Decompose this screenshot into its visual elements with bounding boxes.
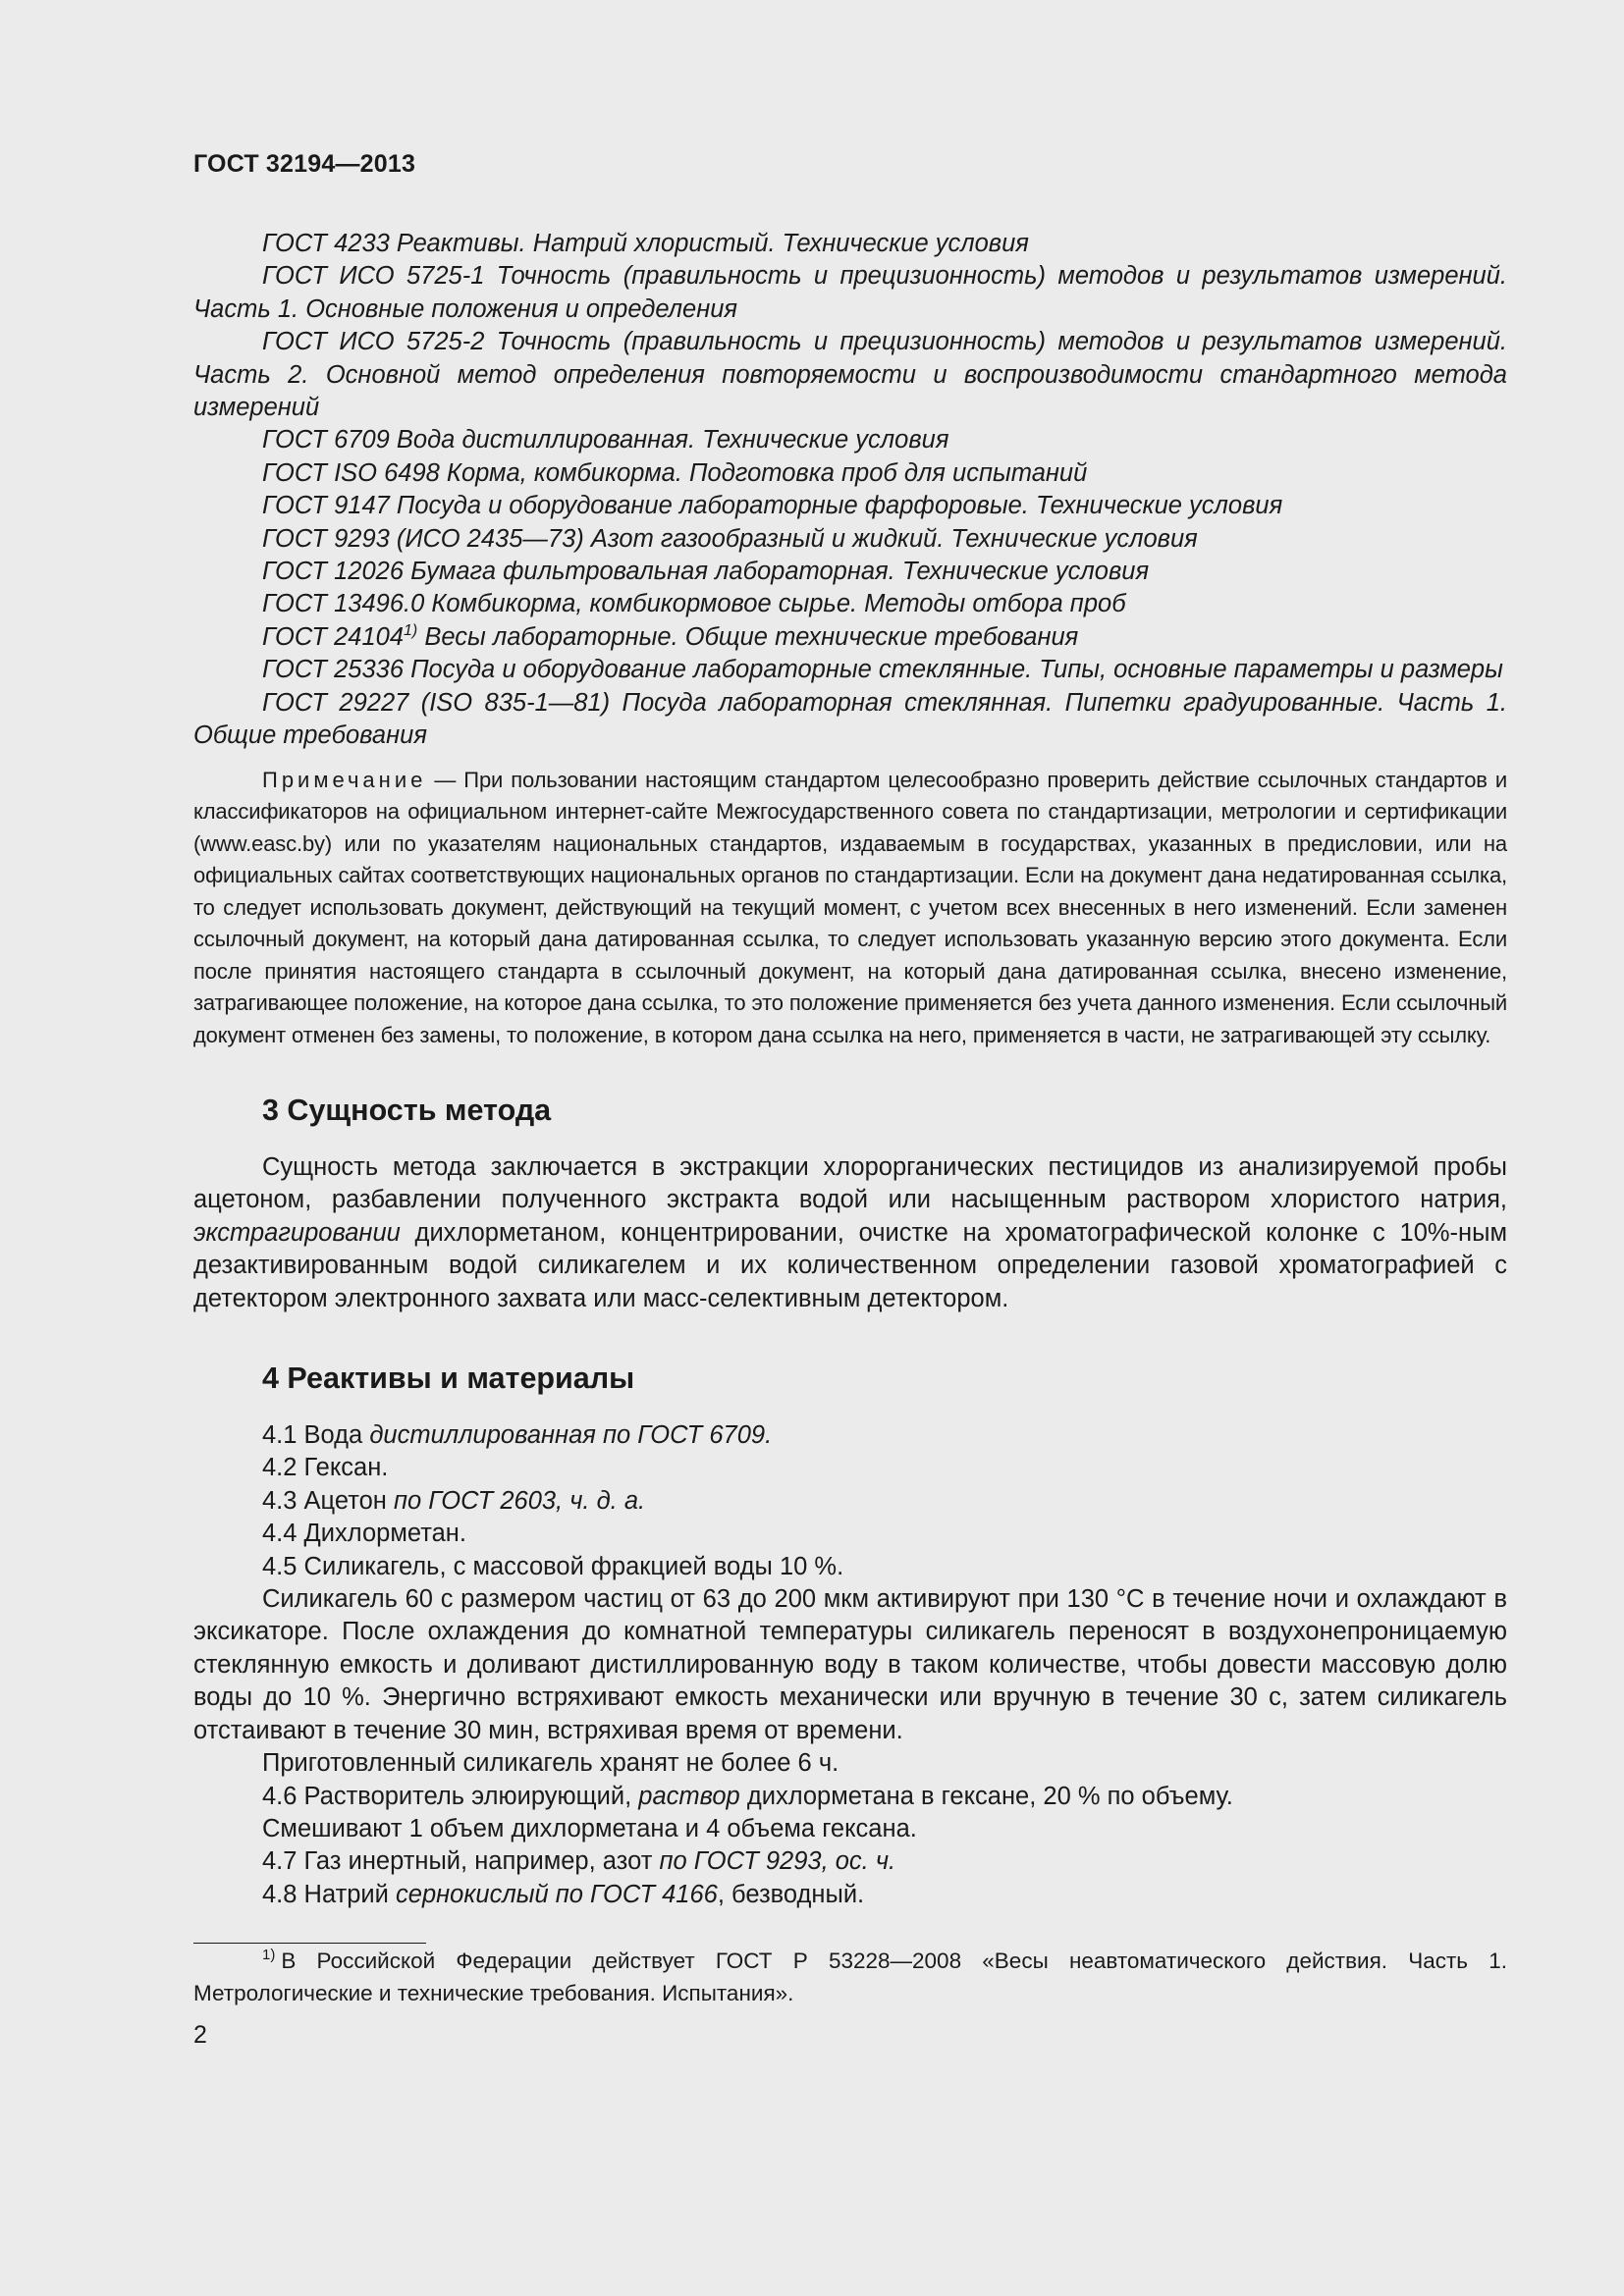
item-4-7: [193, 1845, 1507, 1878]
note-lead: Примечание: [262, 767, 427, 792]
item-4-3: [193, 1485, 1507, 1518]
text-run: 4.3 Ацетон: [262, 1486, 394, 1515]
footnote-mark: 1): [262, 1947, 276, 1964]
page-content: [193, 142, 1507, 2055]
normative-references-list: [193, 228, 1507, 753]
reference-item: ГОСТ 13496.0 Комбикорма, комбикормовое сырье. Методы отбора проб: [262, 590, 1126, 618]
reference-item: ГОСТ 6709 Вода дистиллированная. Технические условия: [262, 426, 949, 454]
text-run: 4.8 Натрий: [262, 1880, 397, 1908]
item-4-8: [193, 1879, 1507, 1911]
footnote-ref-mark: 1): [404, 621, 418, 639]
document-header: ГОСТ 32194—2013: [193, 150, 416, 178]
item-4-5: 4.5 Силикагель, с массовой фракцией воды 10 %.: [262, 1552, 844, 1580]
italic-run: сернокислый по ГОСТ 4166: [396, 1880, 718, 1908]
text-run: 4.6 Растворитель элюирующий,: [262, 1782, 639, 1810]
reference-item: ГОСТ 25336 Посуда и оборудование лабораторные стеклянные. Типы, основные параметры и размеры: [262, 656, 1503, 684]
section-4-body: [193, 1419, 1507, 1911]
reference-title: Весы лабораторные. Общие технические требования: [417, 622, 1079, 651]
footnote-text: В Российской Федерации действует ГОСТ Р 53228—2008 «Весы неавтоматического действия. Часть 1. Метрологические и технические требования. Испытания».: [193, 1949, 1507, 2005]
reference-item: ГОСТ 9293 (ИСО 2435—73) Азот газообразный и жидкий. Технические условия: [262, 524, 1198, 553]
section-3-title: 3 Сущность метода: [262, 1094, 552, 1127]
reference-item: ГОСТ ИСО 5725-1 Точность (правильность и прецизионность) методов и результатов измерений. Часть 1. Основные положения и определения: [193, 262, 1507, 323]
silica-paragraph: Силикагель 60 с размером частиц от 63 до 200 мкм активируют при 130 °С в течение ночи и охлаждают в эксикаторе. После охлаждения до комнатной температуры силикагель переносят в воздухонепроницаемую стеклянную емкость и доливают дистиллированную воду в таком количестве, чтобы довести массовую долю воды до 10 %. Энергично встряхивают емкость механически или вручную в течение 30 с, затем силикагель отстаивают в течение 30 мин, встряхивая время от времени.: [193, 1585, 1507, 1744]
note-dash: —: [426, 767, 464, 792]
reference-item: ГОСТ 4233 Реактивы. Натрий хлористый. Технические условия: [262, 230, 1029, 257]
footnote: [193, 1946, 1507, 2009]
text-run: дихлорметана в гексане, 20 % по объему.: [739, 1782, 1233, 1810]
italic-run: экстрагировании: [193, 1218, 401, 1247]
note-paragraph: [193, 765, 1507, 1052]
text-run: 4.7 Газ инертный, например, азот: [262, 1847, 660, 1876]
italic-run: дистиллированная по ГОСТ 6709.: [369, 1421, 773, 1450]
mix-paragraph: Смешивают 1 объем дихлорметана и 4 объема гексана.: [262, 1814, 917, 1842]
reference-item: ГОСТ ISO 6498 Корма, комбикорма. Подготовка проб для испытаний: [262, 458, 1088, 487]
text-run: Сущность метода заключается в экстракции хлорорганических пестицидов из анализируемой пробы ацетоном, разбавлении полученного экстракта водой или насыщенным раствором хлористого натрия,: [193, 1153, 1507, 1214]
reference-item: ГОСТ 12026 Бумага фильтровальная лабораторная. Технические условия: [262, 558, 1150, 586]
item-4-4: 4.4 Дихлорметан.: [262, 1520, 466, 1548]
text-run: , безводный.: [717, 1880, 865, 1908]
section-4-title: 4 Реактивы и материалы: [262, 1362, 635, 1396]
reference-item: ГОСТ ИСО 5725-2 Точность (правильность и прецизионность) методов и результатов измерений. Часть 2. Основной метод определения повторяемости и воспроизводимости стандартного метода измерений: [193, 328, 1507, 422]
italic-run: раствор: [638, 1782, 740, 1810]
item-4-2: 4.2 Гексан.: [262, 1454, 389, 1482]
italic-run: по ГОСТ 9293, ос. ч.: [659, 1847, 896, 1876]
reference-item: ГОСТ 29227 (ISO 835-1—81) Посуда лабораторная стеклянная. Пипетки градуированные. Часть 1. Общие требования: [193, 688, 1507, 750]
section-3-paragraph: [193, 1151, 1507, 1315]
note-text: При пользовании настоящим стандартом целесообразно проверить действие ссылочных стандартов и классификаторов на официальном интернет-сайте Межгосударственного совета по стандартизации, метрологии и сертификации (www.easc.by) или по указателям национальных стандартов, издаваемым в государствах, указанных в предисловии, или на официальных сайтах соответствующих национальных органов по стандартизации. Если на документ дана недатированная ссылка, то следует использовать документ, действующий на текущий момент, с учетом всех внесенных в него изменений. Если заменен ссылочный документ, на который дана датированная ссылка, то следует использовать указанную версию этого документа. Если после принятия настоящего стандарта в ссылочный документ, на который дана датированная ссылка, внесено изменение, затрагивающее положение, на которое дана ссылка, то это положение применяется без учета данного изменения. Если ссылочный документ отменен без замены, то положение, в котором дана ссылка на него, применяется в части, не затрагивающей эту ссылку.: [193, 767, 1508, 1047]
text-run: дихлорметаном, концентрировании, очистке на хроматографической колонке с 10%-ным дезактивированным водой силикагелем и их количественном определении газовой хроматографией с детектором электронного захвата или масс-селективным детектором.: [193, 1218, 1507, 1312]
footnote-separator: [193, 1943, 426, 1944]
storage-paragraph: Приготовленный силикагель хранят не более 6 ч.: [262, 1749, 839, 1778]
reference-item: ГОСТ 9147 Посуда и оборудование лабораторные фарфоровые. Технические условия: [262, 492, 1283, 520]
reference-item: [193, 621, 1507, 654]
page-number: 2: [193, 2021, 207, 2050]
item-4-1: [193, 1419, 1507, 1452]
italic-run: по ГОСТ 2603, ч. д. а.: [393, 1486, 646, 1515]
item-4-6: [193, 1781, 1507, 1813]
text-run: 4.1 Вода: [262, 1421, 370, 1450]
reference-code: ГОСТ 24104: [262, 622, 404, 651]
